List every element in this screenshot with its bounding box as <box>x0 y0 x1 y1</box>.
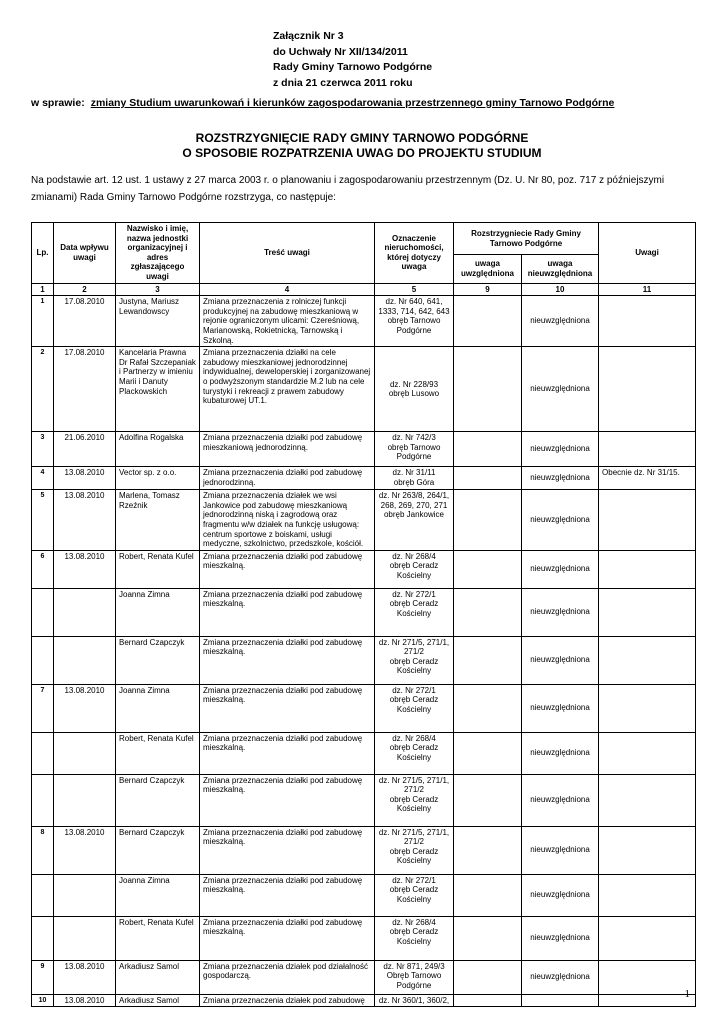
row-property <box>375 916 454 960</box>
parcel-number: dz. Nr 271/5, 271/1, 271/2 <box>378 775 450 795</box>
row-notes <box>599 636 696 684</box>
row-lp <box>32 636 54 684</box>
row-rejected: nieuwzględniona <box>522 774 599 826</box>
row-name: Bernard Czapczyk <box>116 774 200 826</box>
row-content: Zmiana przeznaczenia działek pod zabudowę <box>200 994 375 1007</box>
parcel-area: Obręb Tarnowo Podgórne <box>386 971 442 990</box>
row-lp: 4 <box>32 467 54 490</box>
row-accepted <box>454 296 522 347</box>
column-number: 1 <box>32 283 54 296</box>
table-row <box>32 774 696 826</box>
row-content: Zmiana przeznaczenia działki pod zabudowę mieszkalną. <box>200 684 375 732</box>
table-row <box>32 550 696 588</box>
row-content: Zmiana przeznaczenia działek pod działalność gospodarczą. <box>200 960 375 994</box>
row-lp <box>32 774 54 826</box>
table-row <box>32 732 696 774</box>
table-row <box>32 874 696 916</box>
column-number: 3 <box>116 283 200 296</box>
parcel-area: obręb Ceradz Kościelny <box>389 846 439 866</box>
council-name: Rady Gminy Tarnowo Podgórne <box>273 61 433 73</box>
row-name: Robert, Renata Kufel <box>116 916 200 960</box>
row-date <box>54 732 116 774</box>
row-rejected: nieuwzględniona <box>522 826 599 874</box>
row-name: Bernard Czapczyk <box>116 826 200 874</box>
row-content: Zmiana przeznaczenia działki pod zabudowę mieszkalną. <box>200 826 375 874</box>
row-rejected: nieuwzględniona <box>522 732 599 774</box>
row-name: Vector sp. z o.o. <box>116 467 200 490</box>
table-header-row <box>32 223 696 255</box>
row-notes <box>599 916 696 960</box>
column-number: 5 <box>375 283 454 296</box>
parcel-area: obręb Góra <box>393 477 435 487</box>
parcel-number: dz. Nr 31/11 <box>392 468 436 478</box>
row-lp <box>32 588 54 636</box>
parcel-area: obręb Tarnowo Podgórne <box>387 316 441 335</box>
header-content: Treść uwagi <box>200 223 375 284</box>
row-date <box>54 916 116 960</box>
row-accepted <box>454 874 522 916</box>
row-notes: Obecnie dz. Nr 31/15. <box>599 467 696 490</box>
parcel-area: obręb Ceradz Kościelny <box>389 794 439 814</box>
remarks-table <box>31 222 696 1007</box>
row-rejected: nieuwzględniona <box>522 916 599 960</box>
row-content: Zmiana przeznaczenia działki pod zabudowę mieszkalną. <box>200 636 375 684</box>
row-rejected <box>522 994 599 1007</box>
row-date: 13.08.2010 <box>54 490 116 551</box>
row-accepted <box>454 826 522 874</box>
header-name: Nazwisko i imię, nazwa jednostki organizacyjnej i adres zgłaszającego uwagi <box>116 223 200 284</box>
row-rejected: nieuwzględniona <box>522 684 599 732</box>
parcel-number: dz. Nr 640, 641, 1333, 714, 642, 643 <box>378 297 450 316</box>
row-content: Zmiana przeznaczenia z rolniczej funkcji produkcyjnej na zabudowę mieszkaniową w rejonie ograniczonym ulicami: Czereśniową, Marianowską, Rokietnicką, Tarnowską i Szkolną. <box>200 296 375 347</box>
row-lp: 8 <box>32 826 54 874</box>
parcel-number: dz. Nr 742/3 <box>392 433 436 443</box>
row-date <box>54 588 116 636</box>
row-name: Robert, Renata Kufel <box>116 550 200 588</box>
row-notes <box>599 550 696 588</box>
table-row <box>32 490 696 551</box>
row-notes <box>599 296 696 347</box>
row-rejected: nieuwzględniona <box>522 347 599 432</box>
row-date: 17.08.2010 <box>54 347 116 432</box>
parcel-number: dz. Nr 271/5, 271/1, 271/2 <box>378 637 450 657</box>
parcel-area: obręb Tarnowo Podgórne <box>387 442 441 462</box>
row-date: 13.08.2010 <box>54 550 116 588</box>
row-date: 13.08.2010 <box>54 826 116 874</box>
attachment-header <box>273 29 432 91</box>
parcel-number: dz. Nr 271/5, 271/1, 271/2 <box>378 827 450 847</box>
title-line-1: ROZSTRZYGNIĘCIE RADY GMINY TARNOWO PODGÓRNE <box>195 131 529 145</box>
table-row <box>32 684 696 732</box>
row-notes <box>599 684 696 732</box>
header-lp: Lp. <box>32 223 54 284</box>
row-date: 13.08.2010 <box>54 960 116 994</box>
row-property <box>375 550 454 588</box>
row-accepted <box>454 994 522 1007</box>
row-property <box>375 994 454 1007</box>
row-lp: 9 <box>32 960 54 994</box>
row-rejected: nieuwzględniona <box>522 874 599 916</box>
subject-label: w sprawie: <box>31 97 85 109</box>
parcel-number: dz. Nr 268/4 <box>392 917 436 927</box>
row-notes <box>599 347 696 432</box>
row-content: Zmiana przeznaczenia działki pod zabudowę mieszkalną. <box>200 732 375 774</box>
row-name: Adolfina Rogalska <box>116 432 200 467</box>
row-date <box>54 774 116 826</box>
row-content: Zmiana przeznaczenia działki pod zabudowę mieszkalną. <box>200 550 375 588</box>
parcel-number: dz. Nr 272/1 <box>392 875 436 885</box>
row-property <box>375 774 454 826</box>
row-lp: 5 <box>32 490 54 551</box>
row-content: Zmiana przeznaczenia działki na cele zabudowy mieszkaniowej jednorodzinnej indywidualnej, deweloperskiej i zorganizowanej o podwyższonym standardzie M.2 lub na cele turystyki i rekreacji z prawem zabudowy kubaturowej UT.1. <box>200 347 375 432</box>
row-content: Zmiana przeznaczenia działki pod zabudowę jednorodzinną. <box>200 467 375 490</box>
row-name: Marlena, Tomasz Rzeźnik <box>116 490 200 551</box>
row-accepted <box>454 774 522 826</box>
title-line-2: O SPOSOBIE ROZPATRZENIA UWAG DO PROJEKTU STUDIUM <box>182 145 542 160</box>
subject-line <box>31 97 614 109</box>
parcel-area: obręb Ceradz Kościelny <box>389 695 439 714</box>
row-notes <box>599 432 696 467</box>
row-rejected: nieuwzględniona <box>522 960 599 994</box>
parcel-number: dz. Nr 360/1, 360/2, <box>378 995 450 1005</box>
resolution-number: do Uchwały Nr XII/134/2011 <box>273 45 408 58</box>
row-notes <box>599 588 696 636</box>
row-lp: 7 <box>32 684 54 732</box>
row-content: Zmiana przeznaczenia działki pod zabudowę mieszkalną. <box>200 588 375 636</box>
column-number-row <box>32 283 696 296</box>
row-accepted <box>454 347 522 432</box>
parcel-area: obręb Jankowice <box>383 510 445 520</box>
table-row <box>32 432 696 467</box>
row-rejected: nieuwzględniona <box>522 467 599 490</box>
header-notes: Uwagi <box>599 223 696 284</box>
row-accepted <box>454 588 522 636</box>
row-rejected: nieuwzględniona <box>522 550 599 588</box>
row-accepted <box>454 432 522 467</box>
parcel-area: obręb Ceradz Kościelny <box>389 599 439 618</box>
parcel-number: dz. Nr 228/93 <box>389 379 439 389</box>
parcel-number: dz. Nr 268/4 <box>392 733 436 743</box>
row-lp <box>32 916 54 960</box>
row-rejected: nieuwzględniona <box>522 296 599 347</box>
row-notes <box>599 994 696 1007</box>
parcel-area: obręb Ceradz Kościelny <box>389 656 439 676</box>
row-content: Zmiana przeznaczenia działki pod zabudowę mieszkalną. <box>200 916 375 960</box>
row-name: Joanna Zimna <box>116 588 200 636</box>
row-notes <box>599 490 696 551</box>
row-property <box>375 432 454 467</box>
column-number: 4 <box>200 283 375 296</box>
row-accepted <box>454 960 522 994</box>
row-date <box>54 874 116 916</box>
row-content: Zmiana przeznaczenia działek we wsi Jankowice pod zabudowę mieszkaniową jednorodzinną niską i zagrodową oraz fragmentu w/w działek na funkcję usługową: centrum sportowe z boiskami, usługi medyczne, szkolnictwo, przedszkole, kościół. <box>200 490 375 551</box>
row-property <box>375 490 454 551</box>
row-rejected: nieuwzględniona <box>522 490 599 551</box>
row-property <box>375 636 454 684</box>
row-notes <box>599 826 696 874</box>
row-accepted <box>454 550 522 588</box>
row-notes <box>599 732 696 774</box>
column-number: 9 <box>454 283 522 296</box>
table-row <box>32 467 696 490</box>
table-row <box>32 636 696 684</box>
resolution-date: z dnia 21 czerwca 2011 roku <box>273 76 413 89</box>
row-date: 13.08.2010 <box>54 467 116 490</box>
document-title <box>0 131 724 160</box>
table-row <box>32 826 696 874</box>
parcel-number: dz. Nr 268/4 <box>392 551 436 561</box>
row-accepted <box>454 916 522 960</box>
parcel-area: obręb Ceradz Kościelny <box>389 927 439 946</box>
row-lp: 10 <box>32 994 54 1007</box>
table-row <box>32 916 696 960</box>
row-accepted <box>454 636 522 684</box>
row-accepted <box>454 467 522 490</box>
row-content: Zmiana przeznaczenia działki pod zabudowę mieszkalną. <box>200 774 375 826</box>
table-row <box>32 994 696 1007</box>
header-rejected: uwaga nieuwzględniona <box>522 255 599 283</box>
row-property <box>375 296 454 347</box>
column-number: 2 <box>54 283 116 296</box>
column-number: 11 <box>599 283 696 296</box>
parcel-area: obręb Ceradz Kościelny <box>389 885 439 904</box>
row-name: Kancelaria Prawna Dr Rafał Szczepaniak i Partnerzy w imieniu Marii i Danuty Plackowskich <box>116 347 200 432</box>
row-date: 21.06.2010 <box>54 432 116 467</box>
row-name: Arkadiusz Samol <box>116 994 200 1007</box>
subject-text: zmiany Studium uwarunkowań i kierunków zagospodarowania przestrzennego gminy Tarnowo Podgórne <box>90 97 615 109</box>
row-name: Joanna Zimna <box>116 684 200 732</box>
row-property <box>375 874 454 916</box>
row-date: 13.08.2010 <box>54 994 116 1007</box>
row-property <box>375 684 454 732</box>
page-number: 1 <box>684 988 690 1000</box>
row-name: Robert, Renata Kufel <box>116 732 200 774</box>
row-lp <box>32 732 54 774</box>
row-name: Justyna, Mariusz Lewandowscy <box>116 296 200 347</box>
row-date <box>54 636 116 684</box>
row-lp: 6 <box>32 550 54 588</box>
row-rejected: nieuwzględniona <box>522 432 599 467</box>
row-property <box>375 826 454 874</box>
table-row <box>32 347 696 432</box>
row-content: Zmiana przeznaczenia działki pod zabudowę mieszkaniową jednorodzinną. <box>200 432 375 467</box>
header-property: Oznaczenie nieruchomości, której dotyczy uwaga <box>375 223 454 284</box>
row-accepted <box>454 684 522 732</box>
row-date: 13.08.2010 <box>54 684 116 732</box>
column-number: 10 <box>522 283 599 296</box>
attachment-number: Załącznik Nr 3 <box>273 30 344 42</box>
row-property <box>375 467 454 490</box>
row-property <box>375 588 454 636</box>
row-notes <box>599 874 696 916</box>
table-row <box>32 588 696 636</box>
header-accepted: uwaga uwzględniona <box>454 255 522 283</box>
parcel-area: obręb Ceradz Kościelny <box>389 743 439 762</box>
row-accepted <box>454 490 522 551</box>
row-lp: 1 <box>32 296 54 347</box>
row-name: Bernard Czapczyk <box>116 636 200 684</box>
row-content: Zmiana przeznaczenia działki pod zabudowę mieszkalną. <box>200 874 375 916</box>
row-notes <box>599 960 696 994</box>
parcel-number: dz. Nr 272/1 <box>392 589 436 599</box>
row-property <box>375 732 454 774</box>
header-decision: Rozstrzygniecie Rady Gminy Tarnowo Podgórne <box>454 223 599 255</box>
row-lp <box>32 874 54 916</box>
row-lp: 2 <box>32 347 54 432</box>
row-lp: 3 <box>32 432 54 467</box>
row-rejected: nieuwzględniona <box>522 588 599 636</box>
header-date: Data wpływu uwagi <box>54 223 116 284</box>
parcel-number: dz. Nr 871, 249/3 <box>383 961 445 971</box>
row-accepted <box>454 732 522 774</box>
row-name: Arkadiusz Samol <box>116 960 200 994</box>
parcel-area: obręb Ceradz Kościelny <box>389 561 439 580</box>
row-date: 17.08.2010 <box>54 296 116 347</box>
intro-paragraph: Na podstawie art. 12 ust. 1 ustawy z 27 marca 2003 r. o planowaniu i zagospodarowaniu przestrzennym (Dz. U. Nr 80, poz. 717 z późniejszymi zmianami) Rada Gminy Tarnowo Podgórne rozstrzyga, co następuje: <box>31 175 665 203</box>
parcel-number: dz. Nr 263/8, 264/1, 268, 269, 270, 271 <box>378 491 450 510</box>
table-row <box>32 296 696 347</box>
parcel-area: obręb Lusowo <box>388 389 440 399</box>
row-property <box>375 347 454 432</box>
row-rejected: nieuwzględniona <box>522 636 599 684</box>
row-property <box>375 960 454 994</box>
row-name: Joanna Zimna <box>116 874 200 916</box>
row-notes <box>599 774 696 826</box>
table-row <box>32 960 696 994</box>
parcel-number: dz. Nr 272/1 <box>392 685 436 695</box>
